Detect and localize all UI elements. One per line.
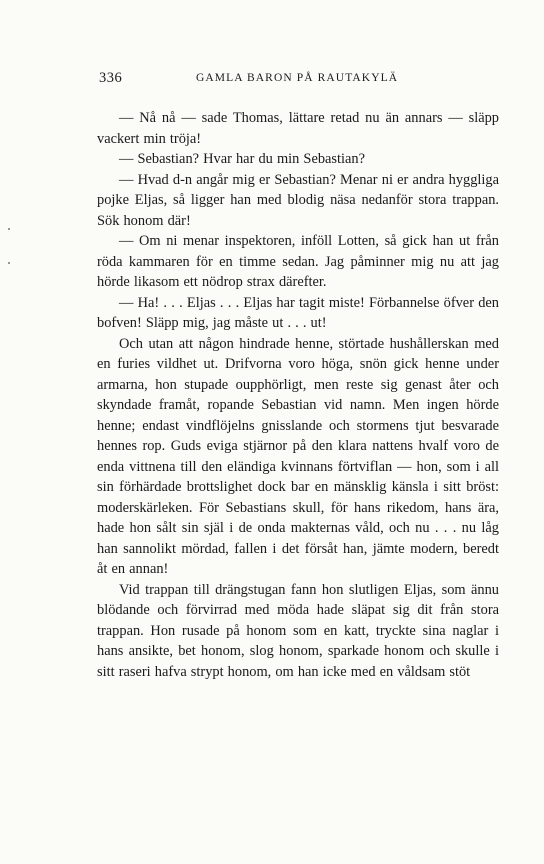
paragraph: — Nå nå — sade Thomas, lättare retad nu än annars — släpp vackert min tröja! bbox=[97, 110, 499, 147]
margin-speck bbox=[8, 228, 10, 230]
paragraph: — Sebastian? Hvar har du min Sebastian? bbox=[119, 151, 365, 167]
page-header bbox=[97, 70, 499, 90]
body-text bbox=[97, 108, 499, 682]
paragraph: — Hvad d-n angår mig er Sebastian? Menar ni er andra hyggliga pojke Eljas, så ligger han med blodig näsa nedanför stora trappan. Sök honom där! bbox=[97, 171, 499, 229]
margin-speck bbox=[8, 262, 10, 264]
paragraph: Vid trappan till drängstugan fann hon slutligen Eljas, som ännu blödande och förvirrad med möda hade släpat sig dit från stora trappan. Hon rusade på honom som en katt, tryckte sina naglar i hans ansikte, bet honom, slog honom, sparkade honom och skulle i sitt raseri hafva strypt honom, om han icke med en våldsam stöt bbox=[97, 581, 499, 680]
paragraph: — Ha! . . . Eljas . . . Eljas har tagit miste! Förbannelse öfver den bofven! Släpp mig, jag måste ut . . . ut! bbox=[97, 294, 499, 331]
book-page bbox=[97, 70, 499, 680]
paragraph: — Om ni menar inspektoren, inföll Lotten, så gick han ut från röda kammaren för en timme sedan. Jag påminner mig nu att jag hörde likasom ett nödrop strax därefter. bbox=[97, 233, 499, 290]
paragraph: Och utan att någon hindrade henne, störtade hushållerskan med en furies vildhet ut. Drifvorna voro höga, snön gick henne under armarna, hon stupade oupphörligt, men reste sig genast åter och skyndade framåt, ropande Sebastian vid namn. Men ingen hörde henne; endast vindflöjelns gnisslande och stormens tjut besvarade hennes rop. Guds eviga stjärnor på den klara nattens hvalf voro de enda vittnena till den eländiga kvinnans förtviflan — hon, som i all sin förhärdade brottslighet dock bar en mänsklig känsla i sitt bröst: moderskärleken. För Sebastians skull, för hans rikedom, hans ära, hade hon sålt sin själ i de onda makternas våld, och nu . . . nu låg han sannolikt mördad, fallen i det försåt han, jämte modern, beredt åt en annan! bbox=[97, 335, 499, 577]
page-number: 336 bbox=[99, 70, 123, 86]
running-title: GAMLA BARON PÅ RAUTAKYLÄ bbox=[196, 72, 399, 84]
